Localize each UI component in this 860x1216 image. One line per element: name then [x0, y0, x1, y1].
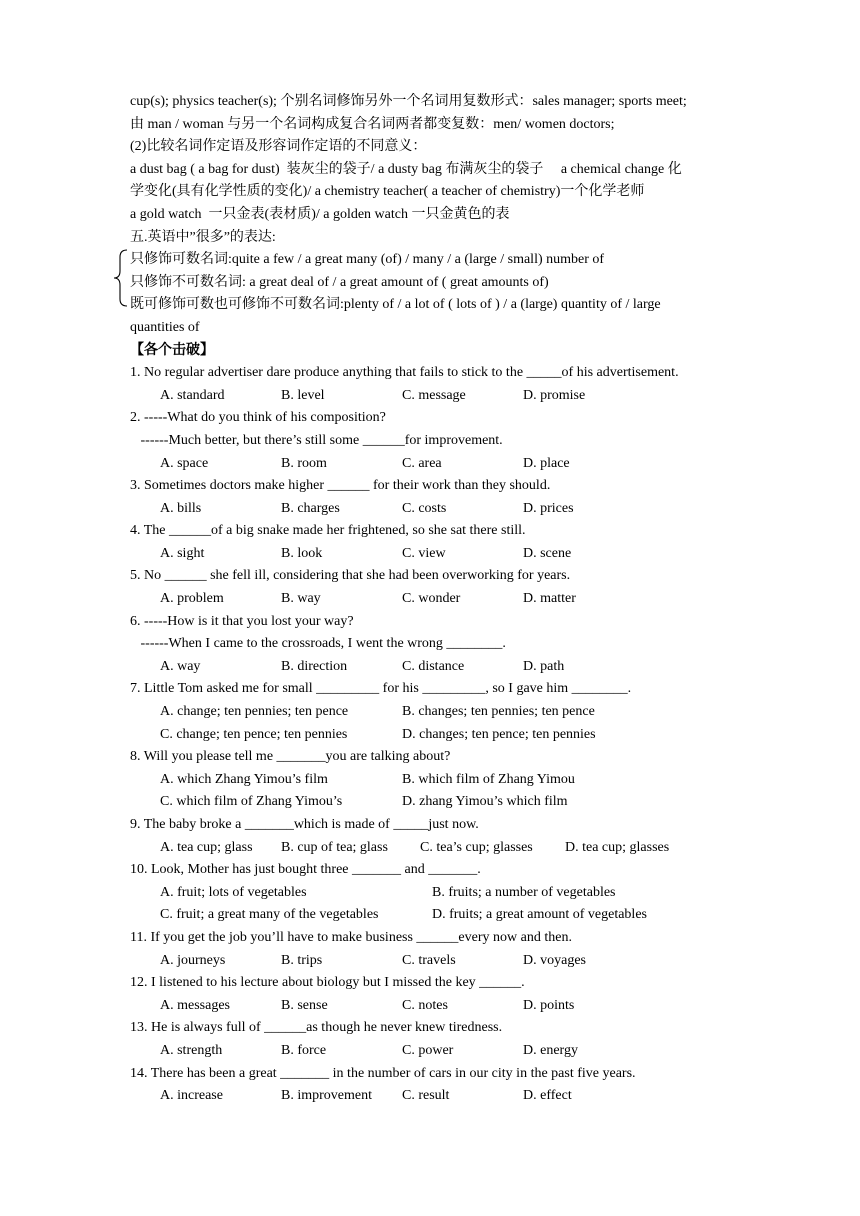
options-row	[130, 769, 740, 792]
text-line: 只修饰可数名词:quite a few / a great many (of) / many / a (large / small) number of	[130, 252, 605, 268]
options-row	[130, 882, 740, 905]
option-c[interactable]: C. fruit; a great many of the vegetables	[160, 907, 379, 923]
option-d[interactable]: D. matter	[523, 591, 576, 607]
options-row	[130, 724, 740, 747]
option-a[interactable]: A. increase	[160, 1088, 223, 1104]
option-c[interactable]: C. tea’s cup; glasses	[420, 839, 533, 855]
option-b[interactable]: B. level	[281, 387, 325, 403]
question-stem: 12. I listened to his lecture about biology but I missed the key ______.	[130, 975, 525, 991]
option-b[interactable]: B. improvement	[281, 1088, 372, 1104]
option-a[interactable]: A. way	[160, 658, 201, 674]
option-b[interactable]: B. direction	[281, 658, 348, 674]
options-row	[130, 995, 740, 1018]
option-b[interactable]: B. room	[281, 455, 327, 471]
option-b[interactable]: B. force	[281, 1042, 327, 1058]
option-d[interactable]: D. changes; ten pence; ten pennies	[402, 726, 596, 742]
option-a[interactable]: A. problem	[160, 591, 224, 607]
options-row	[130, 701, 740, 724]
text-line: 既可修饰可数也可修饰不可数名词:plenty of / a lot of ( lots of ) / a (large) quantity of / large	[130, 297, 661, 313]
option-b[interactable]: B. trips	[281, 952, 323, 968]
option-b[interactable]: B. which film of Zhang Yimou	[402, 771, 575, 787]
section-title: 五.英语中”很多”的表达:	[130, 229, 276, 245]
option-a[interactable]: A. which Zhang Yimou’s film	[160, 771, 328, 787]
question-stem: 5. No ______ she fell ill, considering that she had been overworking for years.	[130, 568, 571, 584]
text-line: a gold watch 一只金表(表材质)/ a golden watch 一只金黄色的表	[130, 206, 510, 222]
option-c[interactable]: C. result	[402, 1088, 450, 1104]
option-d[interactable]: D. prices	[523, 500, 574, 516]
option-d[interactable]: D. points	[523, 997, 575, 1013]
question-stem: 6. -----How is it that you lost your way?	[130, 613, 354, 629]
option-c[interactable]: C. view	[402, 545, 446, 561]
option-c[interactable]: C. which film of Zhang Yimou’s	[160, 794, 343, 810]
options-row	[130, 1085, 740, 1108]
option-d[interactable]: D. zhang Yimou’s which film	[402, 794, 568, 810]
question-stem: 14. There has been a great _______ in the number of cars in our city in the past five years.	[130, 1065, 636, 1081]
text-line: 学变化(具有化学性质的变化)/ a chemistry teacher( a teacher of chemistry)一个化学老师	[130, 184, 645, 200]
option-a[interactable]: A. messages	[160, 997, 230, 1013]
text-line: cup(s); physics teacher(s); 个别名词修饰另外一个名词用复数形式：sales manager; sports meet;	[130, 94, 687, 109]
options-row	[130, 837, 740, 860]
text-line: 由 man / woman 与另一个名词构成复合名词两者都变复数：men/ women doctors;	[130, 116, 615, 132]
option-a[interactable]: A. change; ten pennies; ten pence	[160, 704, 349, 720]
option-b[interactable]: B. fruits; a number of vegetables	[432, 884, 616, 900]
option-a[interactable]: A. standard	[160, 387, 225, 403]
document-page	[130, 91, 740, 1108]
question-stem: 4. The ______of a big snake made her frightened, so she sat there still.	[130, 523, 526, 539]
option-b[interactable]: B. sense	[281, 997, 328, 1013]
option-b[interactable]: B. look	[281, 545, 323, 561]
question-stem: 3. Sometimes doctors make higher ______ for their work than they should.	[130, 478, 551, 494]
options-row	[130, 385, 740, 408]
option-d[interactable]: D. voyages	[523, 952, 586, 968]
options-row	[130, 543, 740, 566]
option-a[interactable]: A. tea cup; glass	[160, 839, 253, 855]
option-c[interactable]: C. costs	[402, 500, 447, 516]
option-a[interactable]: A. space	[160, 455, 209, 471]
text-line: 只修饰不可数名词: a great deal of / a great amount of ( great amounts of)	[130, 274, 549, 290]
option-c[interactable]: C. travels	[402, 952, 456, 968]
option-c[interactable]: C. message	[402, 387, 466, 403]
option-a[interactable]: A. fruit; lots of vegetables	[160, 884, 307, 900]
question-stem: ------Much better, but there’s still some ______for improvement.	[130, 432, 503, 448]
text-line: quantities of	[130, 319, 200, 335]
question-stem: 9. The baby broke a _______which is made of _____just now.	[130, 817, 479, 832]
text-line: (2)比较名词作定语及形容词作定语的不同意义：	[130, 139, 427, 155]
text-line: a dust bag ( a bag for dust) 装灰尘的袋子/ a dusty bag 布满灰尘的袋子 a chemical change 化	[130, 161, 682, 177]
question-stem: 13. He is always full of ______as though he never knew tiredness.	[130, 1020, 503, 1036]
option-a[interactable]: A. strength	[160, 1042, 223, 1058]
options-row	[130, 950, 740, 973]
question-stem: 1. No regular advertiser dare produce anything that fails to stick to the _____of his advertisement.	[130, 365, 679, 381]
option-d[interactable]: D. fruits; a great amount of vegetables	[432, 907, 647, 923]
option-c[interactable]: C. power	[402, 1042, 454, 1058]
option-d[interactable]: D. promise	[523, 387, 586, 403]
curly-brace	[113, 249, 129, 307]
question-stem: 2. -----What do you think of his composition?	[130, 410, 386, 426]
option-d[interactable]: D. energy	[523, 1042, 578, 1058]
options-row	[130, 656, 740, 679]
option-b[interactable]: B. charges	[281, 500, 340, 516]
option-c[interactable]: C. area	[402, 455, 442, 471]
option-c[interactable]: C. change; ten pence; ten pennies	[160, 726, 348, 742]
option-b[interactable]: B. way	[281, 591, 321, 607]
option-b[interactable]: B. cup of tea; glass	[281, 839, 388, 855]
option-a[interactable]: A. sight	[160, 545, 205, 561]
option-d[interactable]: D. scene	[523, 545, 572, 561]
option-c[interactable]: C. distance	[402, 658, 465, 674]
question-stem: 11. If you get the job you’ll have to make business ______every now and then.	[130, 929, 572, 945]
question-list	[130, 362, 740, 1108]
option-c[interactable]: C. notes	[402, 997, 448, 1013]
options-row	[130, 588, 740, 611]
section-heading: 【各个击破】	[130, 342, 214, 358]
question-stem: 8. Will you please tell me _______you are talking about?	[130, 749, 451, 765]
option-d[interactable]: D. effect	[523, 1088, 572, 1104]
question-stem: 10. Look, Mother has just bought three _______ and _______.	[130, 862, 481, 878]
option-b[interactable]: B. changes; ten pennies; ten pence	[402, 704, 595, 720]
options-row	[130, 904, 740, 927]
options-row	[130, 453, 740, 476]
question-stem: 7. Little Tom asked me for small _________ for his _________, so I gave him ________.	[130, 681, 632, 697]
option-a[interactable]: A. bills	[160, 500, 202, 516]
options-row	[130, 1040, 740, 1063]
options-row	[130, 498, 740, 521]
question-stem: ------When I came to the crossroads, I went the wrong ________.	[130, 636, 506, 652]
option-d[interactable]: D. tea cup; glasses	[565, 839, 670, 855]
option-d[interactable]: D. path	[523, 658, 565, 674]
options-row	[130, 791, 740, 814]
option-d[interactable]: D. place	[523, 455, 570, 471]
option-c[interactable]: C. wonder	[402, 591, 461, 607]
option-a[interactable]: A. journeys	[160, 952, 226, 968]
